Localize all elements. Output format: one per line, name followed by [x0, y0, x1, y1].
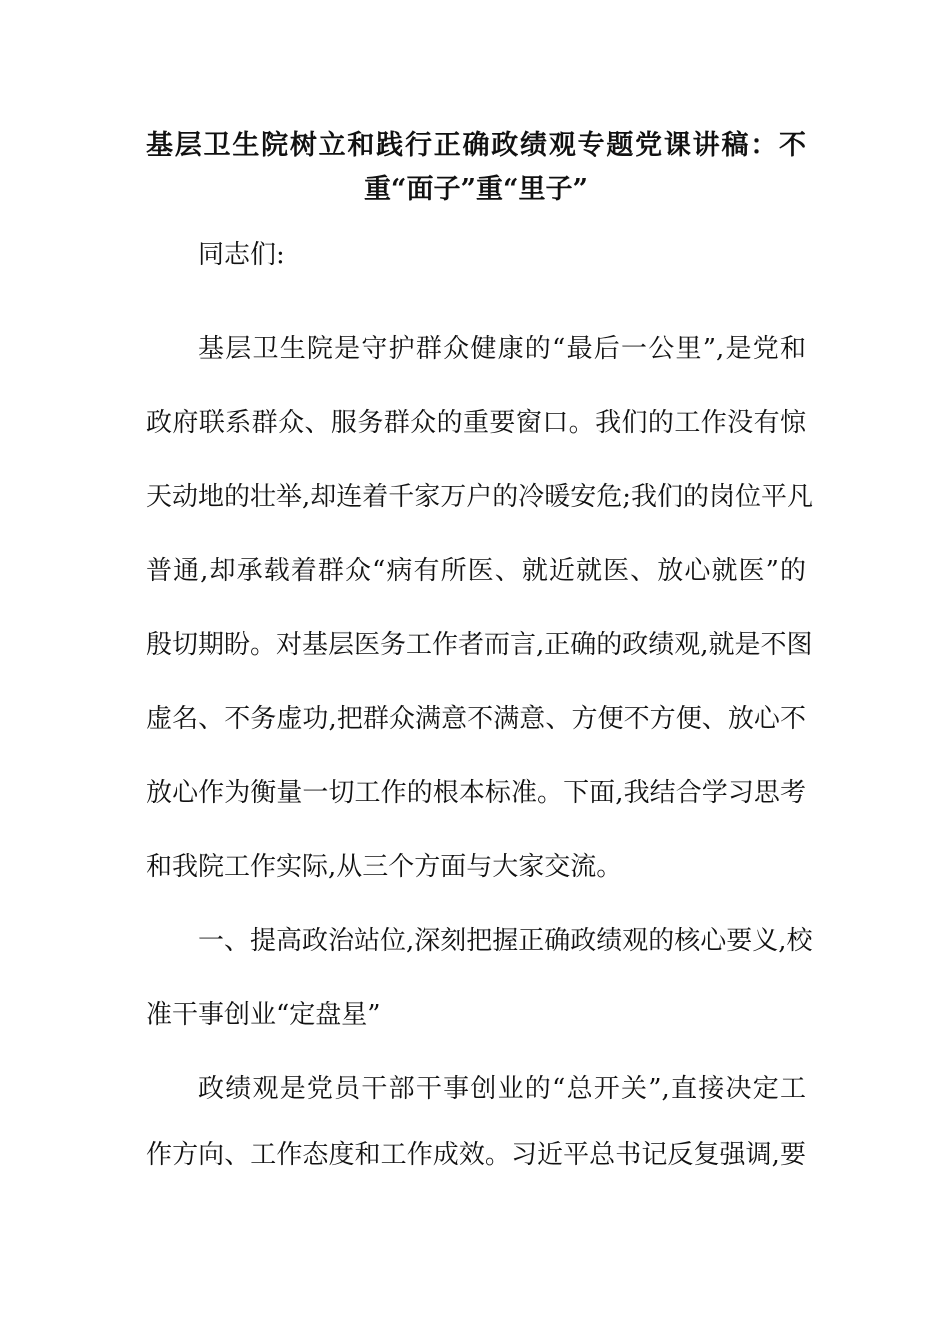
section-heading-line: 准干事创业“定盘星” — [146, 1000, 381, 1030]
body-line: 和我院工作实际,从三个方面与大家交流。 — [146, 852, 623, 882]
body-line: 虚名、不务虚功,把群众满意不满意、方便不方便、放心不 — [146, 704, 806, 734]
body-line: 政府联系群众、服务群众的重要窗口。我们的工作没有惊 — [146, 408, 806, 438]
body-line: 政绩观是党员干部干事创业的“总开关”,直接决定工 — [198, 1074, 806, 1104]
document-title-line-1: 基层卫生院树立和践行正确政绩观专题党课讲稿：不 — [146, 130, 806, 161]
section-heading-line: 一、提高政治站位,深刻把握正确政绩观的核心要义,校 — [198, 926, 813, 956]
greeting: 同志们: — [198, 240, 285, 270]
document-title-line-2: 重“面子”重“里子” — [363, 174, 589, 205]
body-line: 放心作为衡量一切工作的根本标准。下面,我结合学习思考 — [146, 778, 806, 808]
body-line: 天动地的壮举,却连着千家万户的冷暖安危;我们的岗位平凡 — [146, 482, 814, 512]
body-line: 作方向、工作态度和工作成效。习近平总书记反复强调,要 — [146, 1140, 806, 1170]
body-line: 普通,却承载着群众“病有所医、就近就医、放心就医”的 — [146, 556, 806, 586]
body-line: 殷切期盼。对基层医务工作者而言,正确的政绩观,就是不图 — [146, 630, 813, 660]
body-line: 基层卫生院是守护群众健康的“最后一公里”,是党和 — [198, 334, 806, 364]
